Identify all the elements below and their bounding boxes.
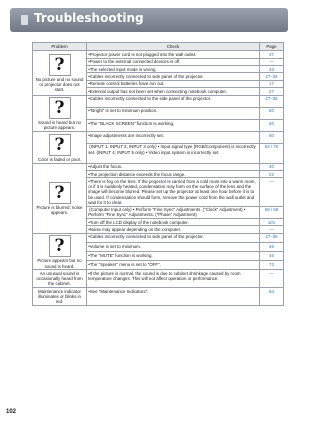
check-text: • The "MUTE" function is working. — [88, 253, 152, 258]
check-text: • Cables incorrectly connected to side panel of the projector. — [88, 234, 204, 239]
page-number: 102 — [6, 409, 17, 415]
page-cell: — — [260, 226, 284, 233]
check-cell — [87, 58, 260, 65]
page-cell: 60 — [260, 132, 284, 144]
banner-tab — [21, 15, 28, 25]
check-text: • Noise may appear depending on the computer. — [88, 227, 181, 232]
question-mark-icon: ? — [49, 182, 71, 204]
check-cell — [87, 143, 260, 163]
check-text: (Computer Input only) • Perform "Fine Sync" Adjustments. ("Clock" Adjustment) • Perform "Fine Sync" Adjustments. ("Phase" Adjustment) — [88, 207, 246, 218]
check-text: • Cables incorrectly connected to side panel of the projector. — [88, 74, 204, 79]
check-text: • The projection distance exceeds the focus range. — [88, 172, 185, 177]
problem-cell — [33, 95, 87, 132]
check-cell — [87, 288, 260, 306]
page-cell: 73 — [260, 261, 284, 270]
problem-label: No picture and no sound or projector does not start. — [35, 77, 84, 93]
problem-cell — [33, 163, 87, 233]
page-cell: 40 — [260, 163, 284, 170]
problem-cell — [33, 270, 87, 288]
check-text: • Remote control batteries have run out. — [88, 81, 164, 86]
problem-label: Picture appears but no sound is heard. — [37, 258, 82, 269]
table-row — [33, 132, 284, 144]
page-cell: 27–36 — [260, 233, 284, 242]
page-cell: — — [260, 58, 284, 65]
page-cell: 63 / 76 — [260, 143, 284, 163]
question-mark-icon: ? — [49, 97, 71, 119]
header-problem: Problem — [33, 43, 87, 51]
page-cell: 94 — [260, 288, 284, 306]
check-cell — [87, 261, 260, 270]
table-row — [33, 163, 284, 170]
question-mark-icon: ? — [49, 134, 71, 156]
check-text: • Cables incorrectly connected to the side panel of the projector. — [88, 96, 211, 101]
table-row — [33, 51, 284, 58]
check-cell — [87, 88, 260, 95]
check-text: • Volume is set to minimum. — [88, 244, 141, 249]
check-cell — [87, 219, 260, 226]
check-cell — [87, 107, 260, 119]
page-cell: 50 — [260, 119, 284, 131]
table-row — [33, 288, 284, 306]
page-cell: 43 — [260, 65, 284, 72]
page-cell: 68 / 68 — [260, 206, 284, 219]
check-cell — [87, 178, 260, 206]
check-cell — [87, 233, 260, 242]
page-cell: 22 — [260, 170, 284, 177]
page-cell: 27–36 — [260, 73, 284, 80]
check-cell — [87, 252, 260, 261]
check-text: • Adjust the focus. — [88, 164, 122, 169]
problem-cell — [33, 288, 87, 306]
problem-cell — [33, 132, 87, 163]
section-banner — [10, 8, 288, 32]
header-check: Check — [87, 43, 260, 51]
page-cell: 46 — [260, 252, 284, 261]
check-cell — [87, 95, 260, 107]
check-cell — [87, 119, 260, 131]
table-row — [33, 95, 284, 107]
page-cell: 17 — [260, 80, 284, 87]
check-cell — [87, 163, 260, 170]
check-text: • Power to the external connected devices is off. — [88, 59, 180, 64]
page-cell: 27 — [260, 88, 284, 95]
check-cell — [87, 80, 260, 87]
check-text: • External output has not been set when connecting notebook computer. — [88, 89, 227, 94]
page-cell: 60 — [260, 107, 284, 119]
table-header-row — [33, 43, 284, 51]
troubleshooting-table — [32, 42, 284, 306]
check-cell — [87, 65, 260, 72]
problem-cell — [33, 233, 87, 270]
check-text: • If the picture is normal, the sound is due to cabinet shrinkage caused by room temperature changes. This will not affect operation or performance. — [88, 271, 240, 281]
check-text: • Turn off the LCD display of the notebook computer. — [88, 220, 189, 225]
check-text: • The "Speaker" menu is set to "OFF". — [88, 262, 161, 267]
question-mark-icon: ? — [49, 54, 71, 76]
page-title: Troubleshooting — [34, 11, 144, 25]
page-cell: — — [260, 270, 284, 288]
problem-label: An unusual sound is occasionally heard from the cabinet. — [36, 271, 83, 287]
check-text: • There is fog on the lens. If the projector is carried from a cold room into a warm room, or if it is suddenly heated, condensation may form on the surface of the lens and the image will become blurred. Please set up the projector at least one hour before it is to be used. If condensation should form, remove the power cord from the wall outlet and wait for it to clear. — [88, 179, 255, 205]
check-text: • "Bright" is set to minimum position. — [88, 108, 157, 113]
check-text: • The "BLACK SCREEN" function is working. — [88, 121, 174, 126]
table-row — [33, 233, 284, 242]
check-cell — [87, 270, 260, 288]
page-cell: 37 — [260, 51, 284, 58]
problem-cell — [33, 51, 87, 95]
problem-label: Picture is blurred; noise appears. — [36, 204, 83, 216]
page-cell: 27–36 — [260, 95, 284, 107]
check-cell — [87, 51, 260, 58]
check-text: (INPUT 1, INPUT 2, INPUT 3 only) • Input signal type (RGB/Component) is incorrectly set. (INPUT 4, INPUT 5 only) • Video input system is incorrectly set. — [88, 144, 256, 155]
check-text: • See "Maintenance Indicators". — [88, 289, 148, 294]
page-cell: 46 — [260, 243, 284, 252]
header-page: Page — [260, 43, 284, 51]
problem-label: Sound is heard but no picture appears. — [38, 120, 81, 131]
check-cell — [87, 206, 260, 219]
table-row — [33, 270, 284, 288]
check-text: • Image adjustments are incorrectly set. — [88, 133, 164, 138]
check-text: • The selected input mode is wrong. — [88, 67, 156, 72]
check-cell — [87, 132, 260, 144]
page-cell: 101 — [260, 219, 284, 226]
check-cell — [87, 243, 260, 252]
check-cell — [87, 170, 260, 177]
question-mark-icon: ? — [49, 235, 71, 257]
check-cell — [87, 73, 260, 80]
page-cell: — — [260, 178, 284, 206]
problem-label: Color is faded or poor. — [37, 156, 82, 162]
check-text: • Projector power cord is not plugged into the wall outlet. — [88, 52, 196, 57]
check-cell — [87, 226, 260, 233]
problem-label: Maintenance indicator illuminates or blinks in red. — [38, 288, 81, 305]
